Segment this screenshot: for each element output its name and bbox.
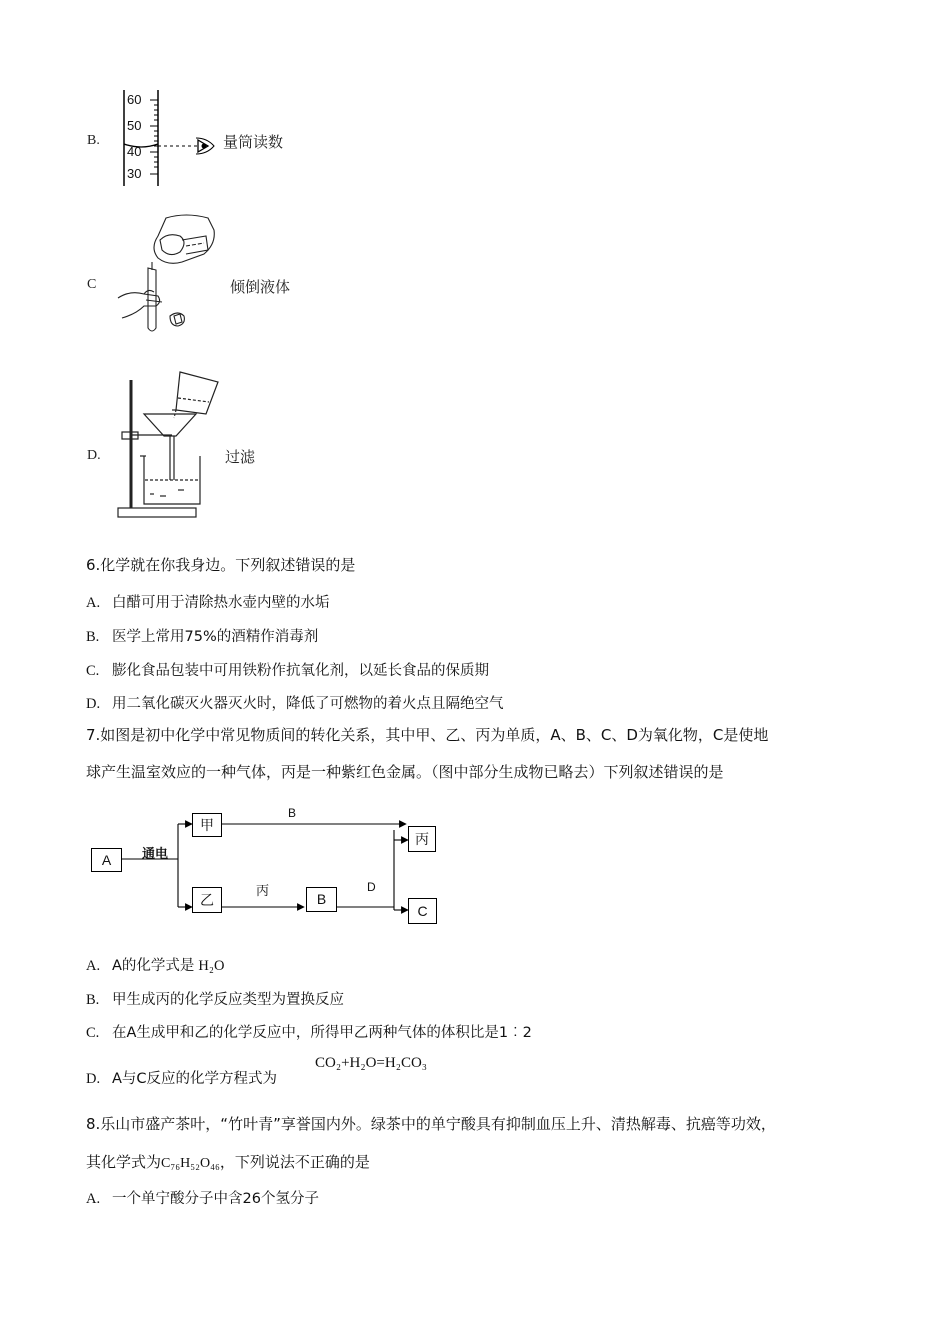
q6-option-d: D. 用二氧化碳灭火器灭火时，降低了可燃物的着火点且隔绝空气 [86, 696, 504, 712]
q6-option-a: A. 白醋可用于清除热水壶内壁的水垢 [86, 595, 330, 611]
conversion-diagram-lines [90, 800, 450, 930]
carbonic-acid-equation: CO₂+H₂O=H₂CO₃ [315, 1055, 428, 1071]
question-8-stem-line2: 其化学式为C₇₆H₅₂O₄₆，下列说法不正确的是 [86, 1153, 370, 1171]
tannic-acid-formula: C₇₆H₅₂O₄₆ [161, 1156, 220, 1171]
water-formula: H₂O [198, 958, 225, 974]
label-d-arrow: D [367, 880, 376, 894]
option-d-caption: 过滤 [225, 448, 256, 466]
q7-option-c: C. 在A生成甲和乙的化学反应中，所得甲乙两种气体的体积比是1︰2 [86, 1025, 532, 1041]
label-electrolysis: 通电 [142, 846, 169, 861]
node-jia: 甲 [192, 813, 222, 837]
q7-option-a: A. A的化学式是 H₂O [86, 958, 225, 974]
label-b-arrow: B [288, 806, 297, 820]
pouring-liquid-figure [108, 210, 226, 335]
question-7-stem-line2: 球产生温室效应的一种气体，丙是一种紫红色金属。（图中部分生成物已略去）下列叙述错误的是 [86, 763, 724, 781]
option-b-letter: B. [87, 133, 100, 148]
cylinder-tick-30: 30 [127, 166, 142, 181]
node-a: A [91, 848, 122, 872]
q8-option-a: A. 一个单宁酸分子中含26个氢分子 [86, 1191, 319, 1207]
cylinder-tick-50: 50 [127, 118, 142, 133]
cylinder-tick-40: 40 [127, 144, 142, 159]
option-b-caption: 量筒读数 [223, 133, 284, 151]
option-c-caption: 倾倒液体 [230, 278, 291, 296]
question-8-stem-line1: 8.乐山市盛产茶叶，“竹叶青”享誉国内外。绿茶中的单宁酸具有抑制血压上升、清热解毒、抗癌等功效， [86, 1115, 776, 1133]
label-bing-arrow: 丙 [256, 883, 270, 898]
node-bing: 丙 [408, 826, 436, 852]
question-6-stem: 6.化学就在你我身边。下列叙述错误的是 [86, 556, 356, 574]
q7-option-d: D. A与C反应的化学方程式为 [86, 1071, 278, 1087]
q7-option-b: B. 甲生成丙的化学反应类型为置换反应 [86, 992, 344, 1008]
cylinder-tick-60: 60 [127, 92, 142, 107]
option-d-letter: D. [87, 448, 101, 463]
node-c: C [408, 898, 437, 924]
node-b: B [306, 887, 337, 912]
option-c-letter: C [87, 277, 97, 292]
filtration-figure [114, 368, 226, 520]
question-7-stem-line1: 7.如图是初中化学中常见物质间的转化关系，其中甲、乙、丙为单质，A、B、C、D为氧化物，C是使地 [86, 726, 769, 744]
q6-option-b: B. 医学上常用75%的酒精作消毒剂 [86, 629, 319, 645]
node-yi: 乙 [192, 887, 222, 913]
q6-option-c: C. 膨化食品包装中可用铁粉作抗氧化剂，以延长食品的保质期 [86, 663, 489, 679]
